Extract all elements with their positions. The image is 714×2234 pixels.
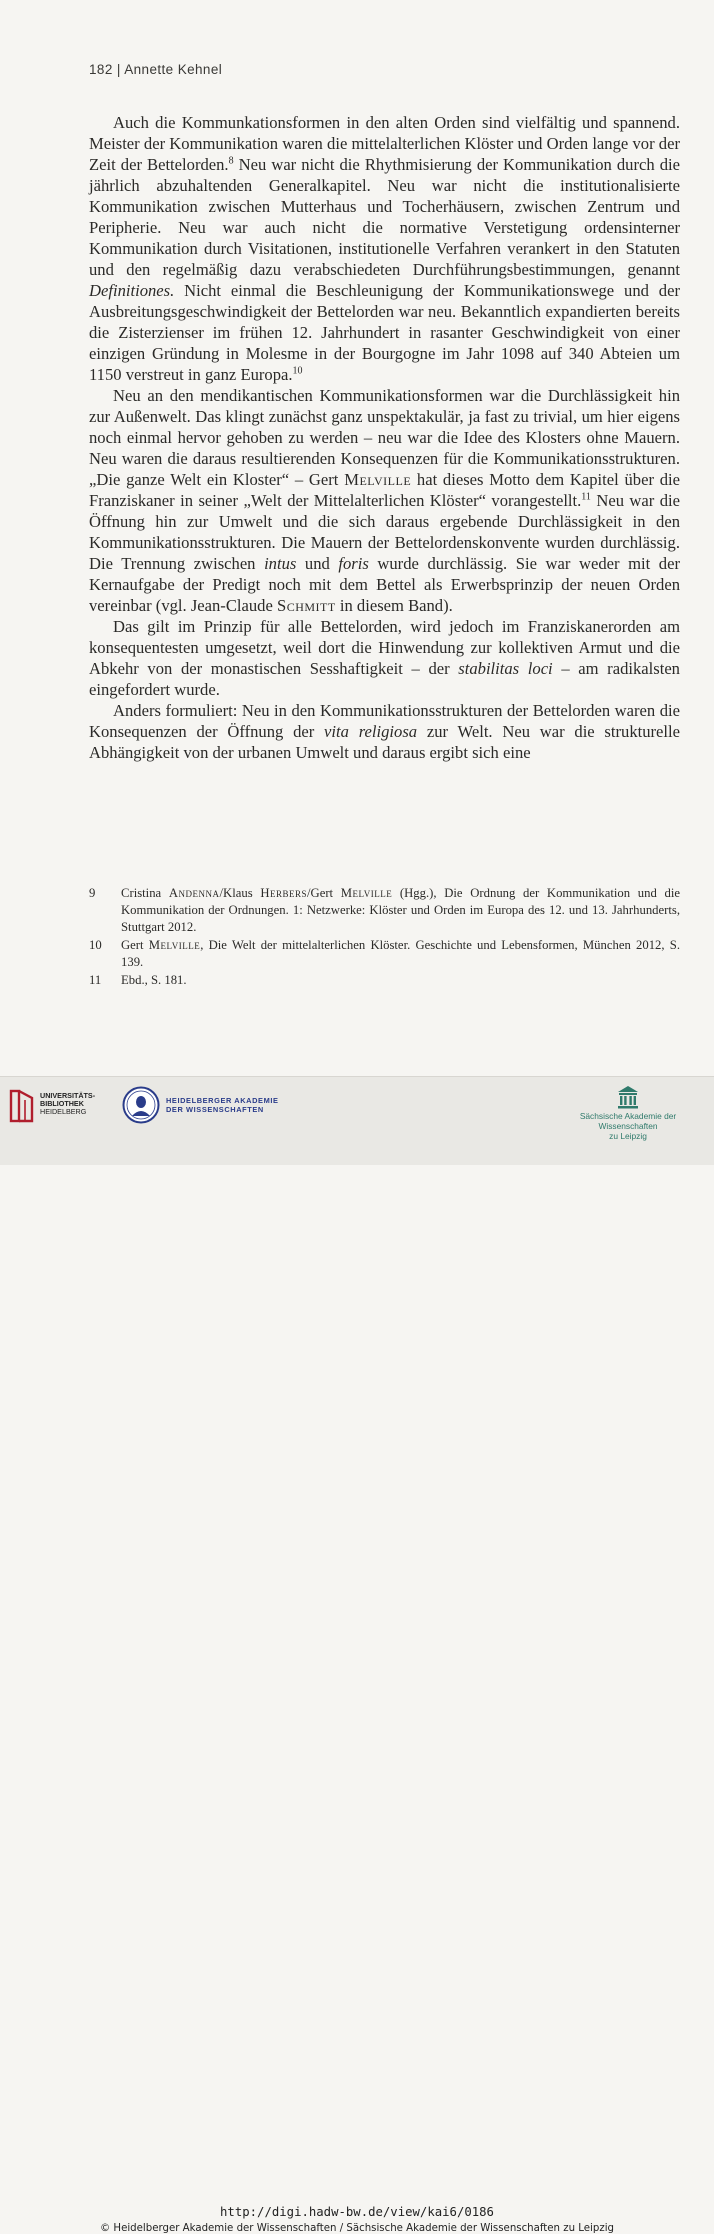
ub-heidelberg-logo[interactable] xyxy=(8,1088,95,1124)
italic-term: vita religiosa xyxy=(324,722,418,741)
ub-heidelberg-wordmark xyxy=(40,1092,95,1116)
text-run: wurde durchlässig. Sie war weder mit der Kernaufgabe der Predigt noch mit dem Bettel als Erwerbsprinzip der neuen Orden vereinbar (vgl. Jean-Claude xyxy=(89,554,680,615)
ub-line-1: UNIVERSITÄTS- xyxy=(40,1091,96,1100)
footnote-number: 10 xyxy=(89,938,102,952)
text-run: /Klaus xyxy=(219,886,261,900)
text-run: hat dieses Motto dem Kapitel über die Franziskaner in seiner „Welt der Mittelalterlichen Klöster“ vorangestellt. xyxy=(89,470,680,510)
saw-line-1: Sächsische Akademie der Wissenschaften xyxy=(579,1111,677,1131)
header-author: Annette Kehnel xyxy=(124,62,223,77)
text-run: in diesem Band). xyxy=(335,596,453,615)
footnote-ref-11[interactable]: 11 xyxy=(581,491,591,503)
footnote-ref-8[interactable]: 8 xyxy=(228,155,234,167)
footnote-text xyxy=(121,937,680,971)
saw-wordmark xyxy=(553,1111,703,1141)
author-name: Melville xyxy=(344,470,412,489)
text-run: Neu an den mendikantischen Kommunikationsformen war die Durchlässigkeit hin zur Außenwelt. Das klingt zunächst ganz unspektakulär, ja fast zu trivial, um hier eigens noch einmal hervor gehoben zu werden – neu war die Idee des Klosters ohne Mauern. Neu waren die daraus resultierenden Konsequenzen für die Kommunikationsstrukturen. „Die ganze Welt ein Kloster“ – Gert xyxy=(89,386,680,489)
ub-line-2: BIBLIOTHEK xyxy=(40,1099,84,1108)
text-run: Auch die Kommunkationsformen in den alten Orden sind vielfältig und spannend. Meister der Kommunikation waren die mittelalterlichen Klöster und Orden lange vor der Zeit der Bettelorden. xyxy=(89,113,680,174)
text-run: /Gert xyxy=(307,886,341,900)
italic-term: Definitiones. xyxy=(89,281,175,300)
main-text xyxy=(89,112,680,763)
running-head xyxy=(89,62,222,77)
hadw-line-2: DER WISSENSCHAFTEN xyxy=(166,1105,264,1114)
italic-term: intus xyxy=(264,554,297,573)
saw-line-2: zu Leipzig xyxy=(609,1131,647,1141)
author-name: Melville xyxy=(148,938,201,952)
text-run: (Hgg.), Die Ordnung der Kommunikation und die Kommunikation der Ordnungen. 1: Netzwerke: Klöster und Orden im Europa des 12. und 13. Jahrhunderts, Stuttgart 2012. xyxy=(121,886,680,934)
italic-term: foris xyxy=(338,554,369,573)
footnote-number: 9 xyxy=(89,886,96,900)
text-run: und xyxy=(296,554,339,573)
digitization-footer xyxy=(0,1076,714,2234)
paragraph-3 xyxy=(89,616,680,700)
hadw-seal-icon xyxy=(122,1086,160,1124)
hadw-line-1: HEIDELBERGER AKADEMIE xyxy=(166,1096,279,1105)
text-run: Das gilt im Prinzip für alle Bettelorden, wird jedoch im Franziskanerorden am konsequentesten umgesetzt, weil dort die Hinwendung zur kollektiven Armut und die Abkehr von der monastischen Sesshaftigkeit – der xyxy=(89,617,680,678)
footnote-9 xyxy=(89,885,680,936)
text-run: Gert xyxy=(121,938,149,952)
permalink-url[interactable]: http://digi.hadw-bw.de/view/kai6/0186 xyxy=(220,2205,494,2219)
text-run: Anders formuliert: Neu in den Kommunikationsstrukturen der Bettelorden waren die Konsequenzen der Öffnung der xyxy=(89,701,680,741)
author-name: Melville xyxy=(340,886,393,900)
book-page xyxy=(0,0,714,1076)
text-run: – am radikalsten eingefordert wurde. xyxy=(89,659,680,699)
footnote-11 xyxy=(89,972,680,989)
footnote-ref-10[interactable]: 10 xyxy=(292,365,303,377)
hadw-wordmark xyxy=(166,1096,279,1114)
hadw-logo[interactable] xyxy=(122,1086,279,1124)
saw-building-icon xyxy=(617,1085,639,1109)
author-name: Schmitt xyxy=(276,596,336,615)
paragraph-4 xyxy=(89,700,680,763)
author-name: Andenna xyxy=(168,886,220,900)
italic-term: stabilitas loci xyxy=(458,659,553,678)
text-run: Neu war nicht die Rhythmisierung der Kommunikation durch die jährlich abzuhaltenden Generalkapitel. Neu war nicht die institutionalisierte Kommunikation zwischen Mutterhaus und Tocherhäusern, zwischen Zentrum und Peripherie. Neu war auch nicht die normative Verstetigung ordensinterner Kommunikation durch Visitationen, institutionelle Verfahren verankert in den Statuten und den regelmäßig dazu verabschiedeten Durchführungsbestimmungen, genannt xyxy=(89,155,680,279)
footnotes xyxy=(89,885,680,990)
text-run: , Die Welt der mittelalterlichen Klöster. Geschichte und Lebensformen, München 2012, S. 139. xyxy=(121,938,680,969)
header-separator: | xyxy=(116,62,121,77)
paragraph-2 xyxy=(89,385,680,616)
saw-leipzig-logo[interactable] xyxy=(553,1085,703,1141)
ub-line-3: HEIDELBERG xyxy=(40,1107,87,1116)
footnote-text: Ebd., S. 181. xyxy=(121,973,187,987)
text-run: Neu war die Öffnung hin zur Umwelt und die sich daraus ergebende Durchlässigkeit in den Kommunikationsstrukturen. Die Mauern der Bettelordenskonvente wurden durchlässig. Die Trennung zwischen xyxy=(89,491,680,573)
footnote-10 xyxy=(89,937,680,971)
copyright-notice: © Heidelberger Akademie der Wissenschaften / Sächsische Akademie der Wissenschaften zu Leipzig xyxy=(99,2223,614,2234)
footnote-number: 11 xyxy=(89,973,102,987)
ub-heidelberg-icon xyxy=(8,1088,36,1124)
text-run: Cristina xyxy=(121,886,169,900)
author-name: Herbers xyxy=(260,886,308,900)
footnote-text xyxy=(121,885,680,936)
text-run: Nicht einmal die Beschleunigung der Kommunikationswege und der Ausbreitungsgeschwindigkeit der Bettelorden war neu. Bekanntlich expandierten bereits die Zisterzienser im frühen 12. Jahrhundert in rasanter Geschwindigkeit von einer einzigen Gründung in Molesme in der Bourgogne im Jahr 1098 auf 340 Abteien um 1150 verstreut in ganz Europa. xyxy=(89,281,680,384)
page-number: 182 xyxy=(89,62,113,77)
paragraph-1 xyxy=(89,112,680,385)
text-run: zur Welt. Neu war die strukturelle Abhängigkeit von der urbanen Umwelt und daraus ergibt sich eine xyxy=(89,722,681,762)
